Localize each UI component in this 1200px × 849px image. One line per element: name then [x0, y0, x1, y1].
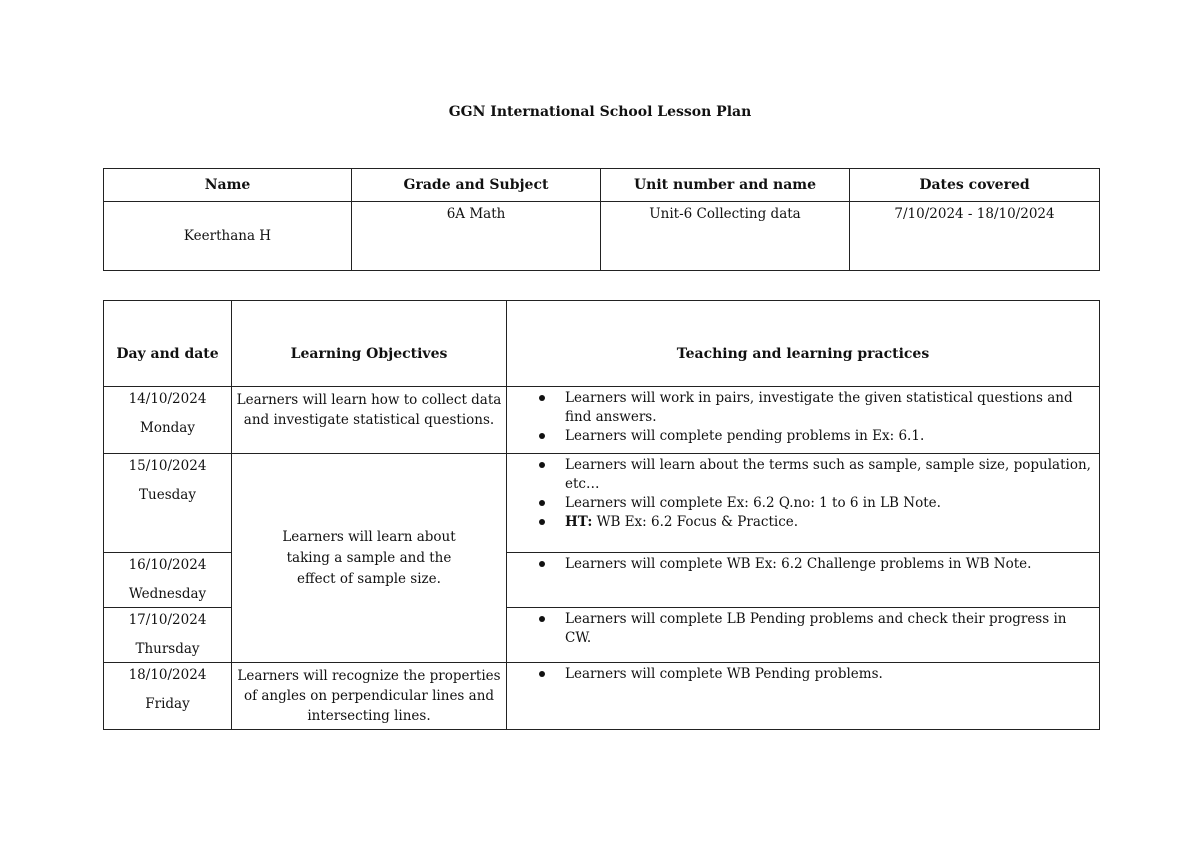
- row-day: Tuesday: [139, 487, 196, 503]
- header-objectives: Learning Objectives: [232, 301, 507, 387]
- day-date-cell: [104, 454, 232, 553]
- header-name: Name: [104, 169, 352, 202]
- list-item: Learners will work in pairs, investigate the given statistical questions and find answers.: [565, 389, 1091, 427]
- header-grade-subject: Grade and Subject: [352, 169, 601, 202]
- practice-list: [511, 610, 1091, 648]
- list-item: Learners will complete WB Ex: 6.2 Challenge problems in WB Note.: [565, 555, 1091, 574]
- table-row: [104, 663, 1100, 730]
- header-unit: Unit number and name: [601, 169, 850, 202]
- list-item: Learners will complete LB Pending problems and check their progress in CW.: [565, 610, 1091, 648]
- row-date: 14/10/2024: [128, 391, 207, 407]
- homework-label: HT:: [565, 514, 593, 530]
- row-date: 15/10/2024: [128, 458, 207, 474]
- row-date: 17/10/2024: [128, 612, 207, 628]
- row-day: Monday: [140, 420, 195, 436]
- plan-header-row: [104, 301, 1100, 387]
- practice-list: [511, 665, 1091, 684]
- day-date-cell: [104, 663, 232, 730]
- summary-table: [103, 168, 1100, 271]
- summary-header-row: [104, 169, 1100, 202]
- practices-cell: [507, 454, 1100, 553]
- practices-cell: [507, 387, 1100, 454]
- dates-covered: 7/10/2024 - 18/10/2024: [850, 202, 1100, 271]
- objective-cell: Learners will learn about taking a sample and the effect of sample size.: [232, 454, 507, 663]
- grade-subject: 6A Math: [352, 202, 601, 271]
- plan-table: [103, 300, 1100, 730]
- row-day: Wednesday: [128, 586, 207, 602]
- row-date: 18/10/2024: [128, 667, 207, 683]
- list-item: Learners will complete pending problems in Ex: 6.1.: [565, 427, 1091, 446]
- list-item: Learners will complete Ex: 6.2 Q.no: 1 to 6 in LB Note.: [565, 494, 1091, 513]
- day-date-cell: [104, 387, 232, 454]
- homework-text: WB Ex: 6.2 Focus & Practice.: [592, 514, 799, 530]
- list-item: [565, 513, 1091, 532]
- summary-data-row: [104, 202, 1100, 271]
- practice-list: [511, 555, 1091, 574]
- header-practices: Teaching and learning practices: [507, 301, 1100, 387]
- row-day: Thursday: [135, 641, 200, 657]
- teacher-name: Keerthana H: [104, 202, 352, 271]
- header-dates: Dates covered: [850, 169, 1100, 202]
- practices-cell: [507, 663, 1100, 730]
- objective-cell: Learners will learn how to collect data and investigate statistical questions.: [232, 387, 507, 454]
- row-date: 16/10/2024: [128, 557, 207, 573]
- unit-name: Unit-6 Collecting data: [601, 202, 850, 271]
- table-row: [104, 387, 1100, 454]
- practices-cell: [507, 553, 1100, 608]
- row-day: Friday: [145, 696, 190, 712]
- header-day-date: Day and date: [104, 301, 232, 387]
- day-date-cell: [104, 553, 232, 608]
- practices-cell: [507, 608, 1100, 663]
- table-row: [104, 454, 1100, 553]
- practice-list: [511, 456, 1091, 532]
- list-item: Learners will complete WB Pending problems.: [565, 665, 1091, 684]
- objective-cell: Learners will recognize the properties of angles on perpendicular lines and intersecting lines.: [232, 663, 507, 730]
- list-item: Learners will learn about the terms such as sample, sample size, population, etc…: [565, 457, 1091, 492]
- day-date-cell: [104, 608, 232, 663]
- practice-list: [511, 389, 1091, 446]
- document-title: GGN International School Lesson Plan: [448, 104, 752, 120]
